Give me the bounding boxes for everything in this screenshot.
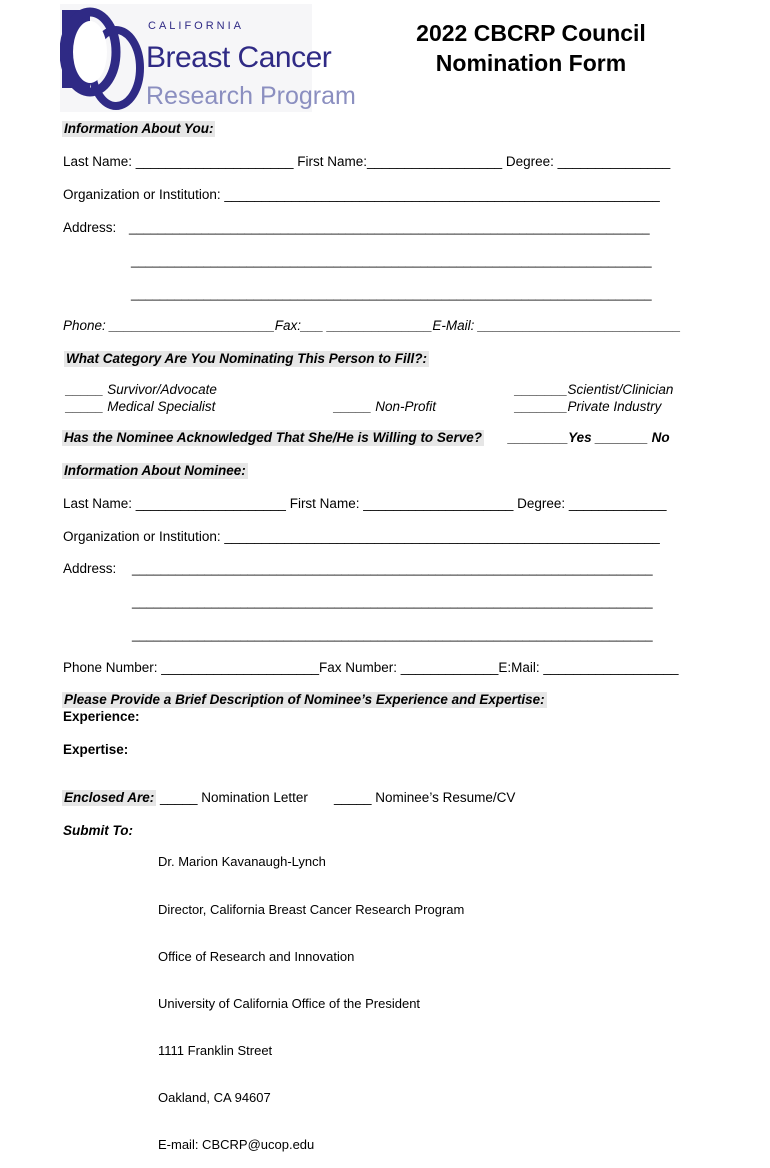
category-nonprofit[interactable]: _____ Non-Profit — [334, 399, 437, 414]
you-org-row[interactable]: Organization or Institution: __________________________________________________________ — [63, 187, 660, 202]
enclosed-label: Enclosed Are: — [64, 790, 155, 805]
category-survivor[interactable]: _____ Survivor/Advocate — [66, 382, 217, 397]
category-medical[interactable]: _____ Medical Specialist — [66, 399, 216, 414]
expertise-label: Expertise: — [63, 742, 129, 757]
logo-state-text: CALIFORNIA — [148, 20, 245, 32]
title-line-1: 2022 CBCRP Council — [416, 20, 646, 46]
nominee-address-label: Address: — [63, 561, 117, 576]
submit-line-title: Director, California Breast Cancer Research Program — [158, 901, 465, 917]
submit-line-name: Dr. Marion Kavanaugh-Lynch — [158, 854, 326, 870]
submit-label: Submit To: — [63, 823, 133, 838]
nominee-org-row[interactable]: Organization or Institution: __________________________________________________________ — [63, 529, 660, 544]
nominee-address-line-2[interactable]: ________________________________________________________________________ — [132, 594, 653, 609]
you-address-label: Address: — [63, 220, 117, 235]
category-heading: What Category Are You Nominating This Person to Fill?: — [66, 351, 428, 366]
nominee-address-line-3[interactable]: ________________________________________________________________________ — [132, 627, 653, 642]
category-industry[interactable]: _______Private Industry — [515, 399, 662, 414]
submit-line-office: Office of Research and Innovation — [158, 948, 355, 964]
you-address-line-3[interactable]: ________________________________________________________________________ — [131, 286, 652, 301]
logo-title-text: Breast Cancer — [146, 41, 332, 74]
acknowledge-question: Has the Nominee Acknowledged That She/He is Willing to Serve? — [64, 430, 482, 445]
acknowledge-answer[interactable]: ________Yes _______ No — [508, 430, 670, 445]
cbcrp-logo — [60, 4, 356, 112]
submit-line-street: 1111 Franklin Street — [158, 1042, 273, 1058]
submit-line-city: Oakland, CA 94607 — [158, 1089, 271, 1105]
nominee-address-line-1[interactable]: ________________________________________________________________________ — [132, 561, 653, 576]
submit-address-block — [158, 823, 464, 1168]
you-phone-row[interactable]: Phone: ______________________Fax:___ ______________E-Mail: ___________________________ — [63, 318, 681, 333]
page-title — [400, 18, 662, 78]
logo-subtitle-text: Research Program — [146, 82, 356, 110]
you-name-row[interactable]: Last Name: _____________________ First Name:__________________ Degree: _______________ — [63, 154, 671, 169]
description-heading: Please Provide a Brief Description of Nominee’s Experience and Expertise: — [64, 692, 545, 707]
you-address-line-1[interactable]: ________________________________________________________________________ — [129, 220, 650, 235]
you-address-line-2[interactable]: ________________________________________________________________________ — [131, 253, 652, 268]
category-scientist[interactable]: _______Scientist/Clinician — [515, 382, 674, 397]
submit-line-email[interactable]: E-mail: CBCRP@ucop.edu — [158, 1137, 315, 1153]
nominee-name-row[interactable]: Last Name: ____________________ First Name: ____________________ Degree: _____________ — [63, 496, 667, 511]
nominee-phone-row[interactable]: Phone Number: _____________________Fax Number: _____________E:Mail: __________________ — [63, 660, 679, 675]
title-line-2: Nomination Form — [435, 50, 627, 76]
enclosed-nomination-letter[interactable]: _____ Nomination Letter — [160, 790, 308, 805]
section-you-heading: Information About You: — [64, 121, 214, 136]
enclosed-resume-cv[interactable]: _____ Nominee’s Resume/CV — [334, 790, 516, 805]
section-nominee-heading: Information About Nominee: — [64, 463, 246, 478]
experience-label: Experience: — [63, 709, 140, 724]
submit-line-university: University of California Office of the President — [158, 995, 421, 1011]
